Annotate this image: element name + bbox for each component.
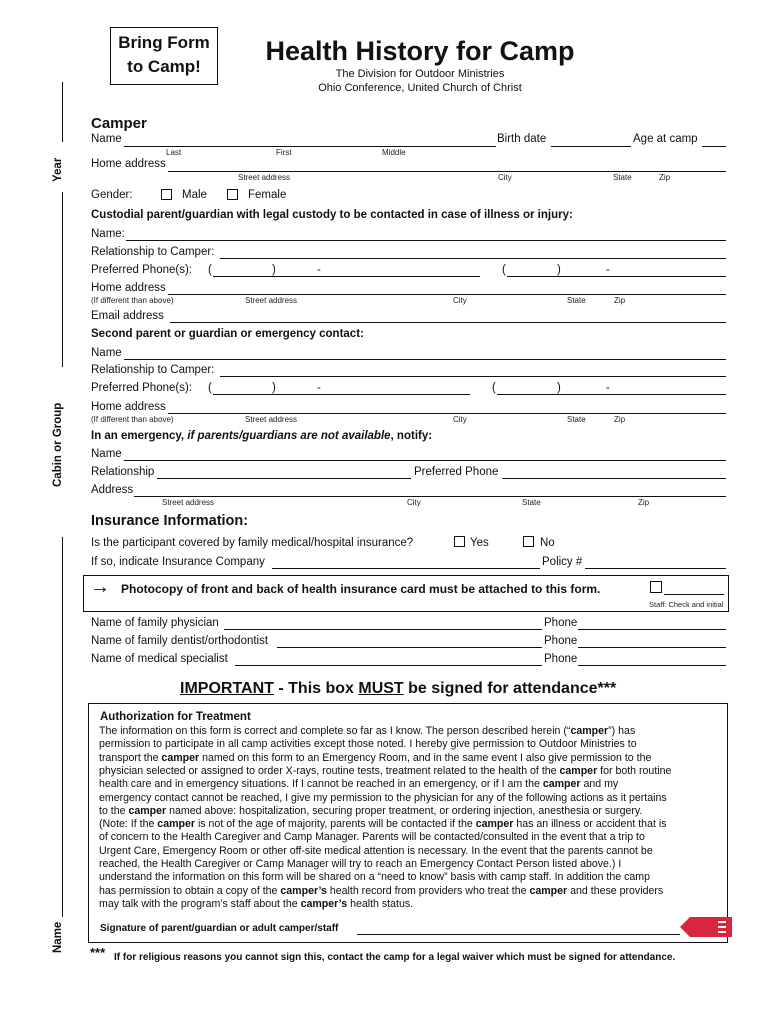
custodial-phone2-open: ( (502, 264, 506, 276)
cabin-group-label: Cabin or Group (52, 402, 64, 487)
second-name-label: Name (91, 347, 122, 359)
birth-date-label: Birth date (497, 133, 547, 145)
emergency-relationship-label: Relationship (91, 466, 155, 478)
second-heading: Second parent or guardian or emergency contact: (91, 328, 364, 340)
emergency-name-field[interactable] (124, 460, 726, 461)
bring-form-box (110, 27, 218, 85)
policy-label: Policy # (542, 556, 583, 568)
second-relationship-label: Relationship to Camper: (91, 364, 215, 376)
staff-note: Staff: Check and initial (649, 600, 724, 609)
side-rule-3 (62, 537, 63, 917)
authorization-line: transport the camper named on this form to an Emergency Room, and in the same event I also give permission to the (99, 751, 652, 764)
authorization-line: (Note: If the camper is not of the age of majority, parents will be contacted if the camper has an illness or accident that is (99, 818, 667, 831)
second-phone-label: Preferred Phone(s): (91, 382, 192, 394)
gender-label: Gender: (91, 189, 133, 201)
emergency-heading-a: In an emergency, (91, 430, 185, 442)
authorization-line: reached, the Health Caregiver or Camp Manager will try to reach an Emergency Contact Person listed above.) I (99, 858, 622, 870)
second-sub-city: City (453, 415, 467, 424)
bring-form-line2: to Camp! (127, 57, 201, 76)
second-phone1-open: ( (208, 382, 212, 394)
email-field[interactable] (170, 322, 726, 323)
custodial-relationship-field[interactable] (220, 258, 726, 259)
second-home-label: Home address (91, 401, 166, 413)
emergency-sub-state: State (522, 498, 541, 507)
specialist-phone-label: Phone (544, 653, 578, 665)
second-home-field[interactable] (168, 413, 726, 414)
custodial-phone1-dash: - (317, 264, 321, 276)
insurance-yes-checkbox[interactable] (454, 536, 465, 547)
authorization-line: health care and in emergency situations. If I cannot be reached in an emergency, or if I am the camper and my (99, 778, 619, 791)
emergency-phone-label: Preferred Phone (414, 466, 499, 478)
authorization-line: The information on this form is correct and complete so far as I know. The person described herein (“camper”) has (99, 725, 636, 737)
second-sub-state: State (567, 415, 586, 424)
custodial-diff-note: (If different than above) (91, 296, 174, 305)
sub-city: City (498, 173, 512, 182)
authorization-line: permission to participate in all camp activities except those noted. I hereby give permission to Outdoor Ministries to (99, 738, 637, 751)
signature-label: Signature of parent/guardian or adult camper/staff (100, 923, 339, 934)
age-field[interactable] (702, 146, 726, 147)
custodial-sub-state: State (567, 296, 586, 305)
authorization-line: may talk with the program’s staff about the camper’s health status. (99, 897, 414, 910)
second-relationship-field[interactable] (220, 376, 726, 377)
custodial-name-field[interactable] (126, 240, 726, 241)
authorization-line: to the camper named above: hospitalization, securing proper treatment, or ordering injection, anesthesia or surgery. (99, 804, 643, 817)
female-label: Female (248, 189, 287, 201)
second-phone2-open: ( (492, 382, 496, 394)
authorization-line: understand the information on this form will be shared on a “need to know” basis with camp staff. In addition the camp (99, 871, 650, 884)
side-rule-1 (62, 82, 63, 142)
insurance-no-label: No (540, 537, 555, 549)
bring-form-line1: Bring Form (118, 33, 210, 52)
staff-initial-field[interactable] (664, 594, 724, 595)
emergency-phone-field[interactable] (502, 478, 726, 479)
emergency-relationship-field[interactable] (157, 478, 411, 479)
second-phone2-close: ) (557, 382, 561, 394)
insurance-heading: Insurance Information: (91, 513, 249, 529)
second-sub-zip: Zip (614, 415, 626, 424)
important-end: be signed for attendance*** (403, 680, 617, 697)
custodial-phone1-open: ( (208, 264, 212, 276)
camper-name-field[interactable] (124, 146, 496, 147)
age-label: Age at camp (633, 133, 698, 145)
authorization-line: physician selected or assigned to order X-rays, routine tests, treatment related to the health of the camper for both routine (99, 764, 672, 777)
emergency-heading (91, 430, 432, 442)
sub-last: Last (166, 148, 182, 157)
custodial-phone1-field[interactable] (213, 276, 480, 277)
custodial-home-field[interactable] (168, 294, 726, 295)
custodial-sub-city: City (453, 296, 467, 305)
sub-middle: Middle (382, 148, 406, 157)
dentist-field[interactable] (277, 647, 542, 648)
birth-date-field[interactable] (551, 146, 631, 147)
custodial-sub-street: Street address (245, 296, 298, 305)
custodial-home-label: Home address (91, 282, 166, 294)
footer-stars: *** (90, 945, 106, 960)
second-phone2-dash: - (606, 382, 610, 394)
home-address-field[interactable] (168, 171, 726, 172)
policy-field[interactable] (585, 568, 726, 569)
sub-zip: Zip (659, 173, 671, 182)
insurance-company-label: If so, indicate Insurance Company (91, 556, 265, 568)
second-name-field[interactable] (124, 359, 726, 360)
female-checkbox[interactable] (227, 189, 238, 200)
specialist-field[interactable] (235, 665, 542, 666)
family-physician-phone-field[interactable] (578, 629, 726, 630)
male-label: Male (182, 189, 207, 201)
authorization-heading: Authorization for Treatment (100, 711, 251, 723)
email-label: Email address (91, 310, 164, 322)
dentist-phone-field[interactable] (578, 647, 726, 648)
home-address-label: Home address (91, 158, 166, 170)
second-sub-street: Street address (245, 415, 298, 424)
insurance-no-checkbox[interactable] (523, 536, 534, 547)
sub-state: State (613, 173, 632, 182)
staff-check-checkbox[interactable] (650, 581, 662, 593)
page-title: Health History for Camp (265, 36, 575, 66)
side-rule-2 (62, 192, 63, 367)
custodial-sub-zip: Zip (614, 296, 626, 305)
custodial-phone-label: Preferred Phone(s): (91, 264, 192, 276)
authorization-line: of concern to the Health Caregiver and Camp Manager. Parents will be contacted/consulted in the event that a trip to (99, 831, 645, 844)
emergency-address-label: Address (91, 484, 134, 496)
dentist-phone-label: Phone (544, 635, 578, 647)
important-mid: - This box (273, 680, 359, 697)
must-word: MUST (358, 680, 404, 697)
sub-first: First (276, 148, 292, 157)
custodial-name-label: Name: (91, 228, 125, 240)
authorization-line: Urgent Care, Emergency Room or other off-site medical attention is necessary. In the event that the parents cannot be (99, 844, 653, 857)
second-diff-note: (If different than above) (91, 415, 174, 424)
insurance-company-field[interactable] (272, 568, 540, 569)
signature-field[interactable] (357, 934, 680, 935)
family-physician-phone-label: Phone (544, 617, 578, 629)
second-phone1-field[interactable] (213, 394, 470, 395)
custodial-phone2-close: ) (557, 264, 561, 276)
custodial-phone2-field[interactable] (507, 276, 726, 277)
photocopy-notice: Photocopy of front and back of health insurance card must be attached to this form. (121, 582, 601, 596)
custodial-phone1-close: ) (272, 264, 276, 276)
family-physician-field[interactable] (224, 629, 542, 630)
emergency-name-label: Name (91, 448, 122, 460)
insurance-yes-label: Yes (470, 537, 489, 549)
footer-note: If for religious reasons you cannot sign this, contact the camp for a legal waiver which must be signed for attendance. (114, 952, 676, 963)
emergency-heading-c: , notify: (390, 430, 433, 442)
sub-street: Street address (238, 173, 291, 182)
second-phone1-dash: - (317, 382, 321, 394)
specialist-phone-field[interactable] (578, 665, 726, 666)
emergency-sub-street: Street address (162, 498, 215, 507)
family-physician-label: Name of family physician (91, 617, 219, 629)
sign-here-tab (680, 916, 732, 938)
org-line-2: Ohio Conference, United Church of Christ (318, 82, 522, 94)
male-checkbox[interactable] (161, 189, 172, 200)
second-phone1-close: ) (272, 382, 276, 394)
emergency-sub-city: City (407, 498, 421, 507)
org-line-1: The Division for Outdoor Ministries (335, 68, 505, 80)
specialist-label: Name of medical specialist (91, 653, 228, 665)
camper-heading: Camper (91, 115, 147, 132)
custodial-phone2-dash: - (606, 264, 610, 276)
authorization-line: emergency contact cannot be reached, I give my permission to the physician for any of the following actions as it pertains (99, 791, 667, 804)
sign-here-arrow-icon (680, 916, 732, 938)
insurance-question: Is the participant covered by family medical/hospital insurance? (91, 537, 414, 549)
custodial-relationship-label: Relationship to Camper: (91, 246, 215, 258)
year-label: Year (52, 157, 64, 182)
camper-name-label: Name (91, 133, 122, 145)
second-phone2-field[interactable] (497, 394, 726, 395)
emergency-sub-zip: Zip (638, 498, 650, 507)
name-side-label: Name (52, 921, 64, 953)
authorization-text (99, 725, 719, 915)
important-word: IMPORTANT (180, 680, 274, 697)
dentist-label: Name of family dentist/orthodontist (91, 635, 269, 647)
important-heading (180, 680, 616, 698)
custodial-heading: Custodial parent/guardian with legal custody to be contacted in case of illness or injury: (91, 209, 573, 221)
authorization-line: has permission to obtain a copy of the camper’s health record from providers who treat the camper and these providers (99, 884, 664, 897)
arrow-icon: → (90, 576, 110, 598)
emergency-heading-b: if parents/guardians are not available (187, 430, 391, 442)
emergency-address-field[interactable] (134, 496, 726, 497)
